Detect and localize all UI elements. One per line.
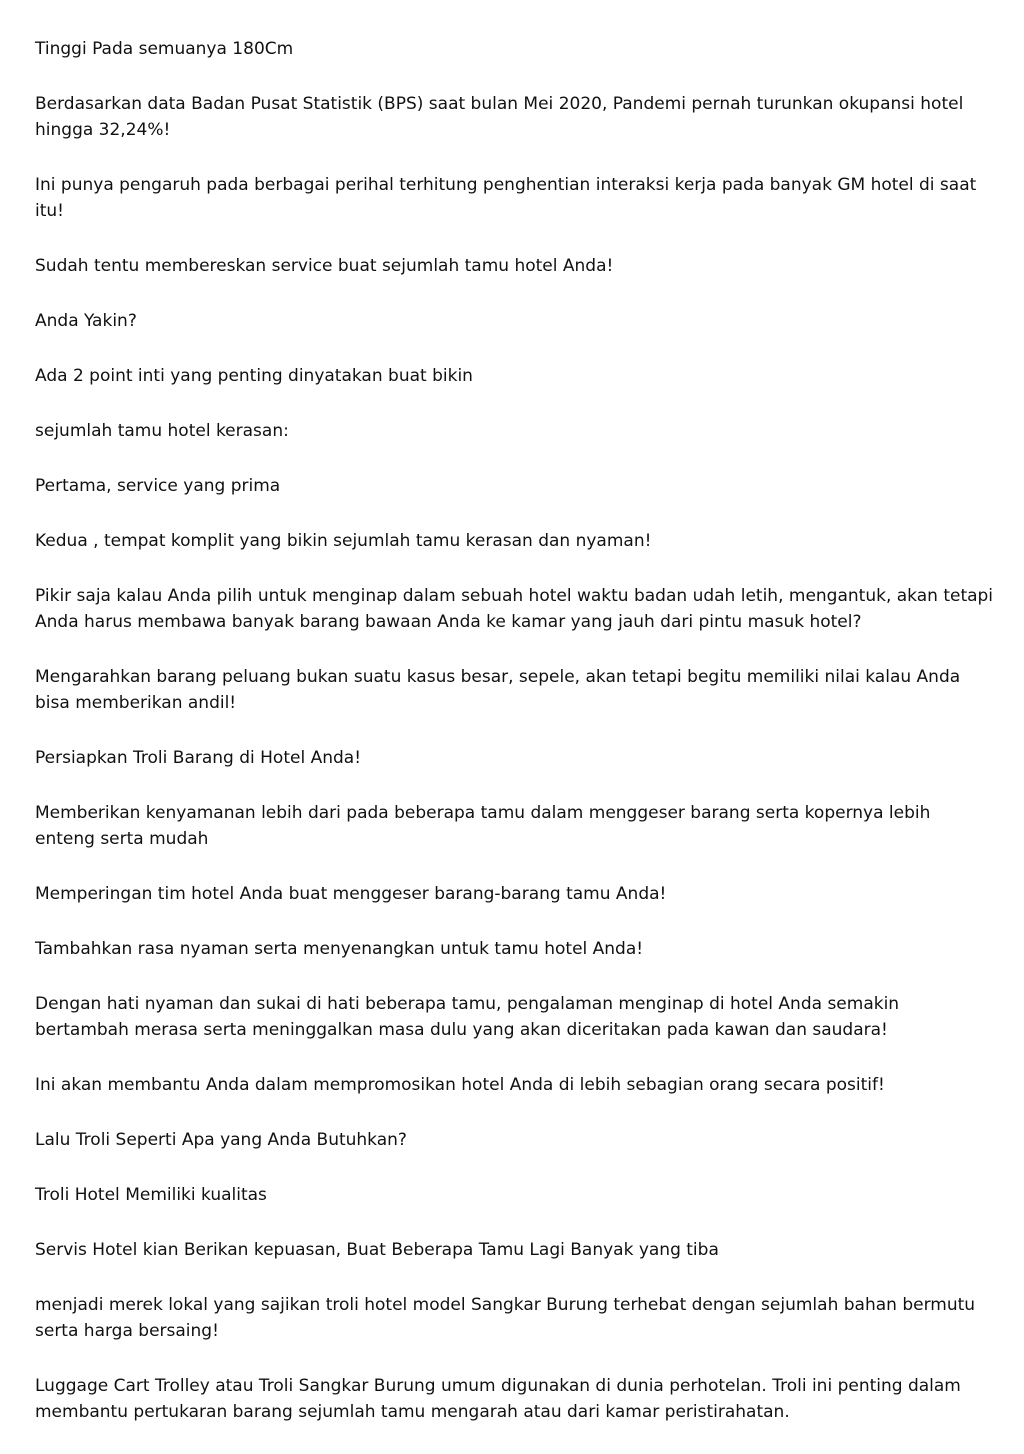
paragraph-impact: Ini punya pengaruh pada berbagai perihal terhitung penghentian interaksi kerja pada banyak GM hotel di saat itu! xyxy=(35,175,977,221)
paragraph-team: Memperingan tim hotel Anda buat menggeser barang-barang tamu Anda! xyxy=(35,884,667,904)
paragraph-prepare-trolley: Persiapkan Troli Barang di Hotel Anda! xyxy=(35,748,362,768)
paragraph-height-note: Tinggi Pada semuanya 180Cm xyxy=(35,39,294,59)
paragraph-pleasant: Tambahkan rasa nyaman serta menyenangkan untuk tamu hotel Anda! xyxy=(35,939,644,959)
paragraph-question: Anda Yakin? xyxy=(35,311,137,331)
paragraph-quality: Troli Hotel Memiliki kualitas xyxy=(35,1185,267,1205)
paragraph-comfort: Memberikan kenyamanan lebih dari pada beberapa tamu dalam menggeser barang serta kopernya lebih enteng serta mudah xyxy=(35,803,931,849)
paragraph-promotion: Ini akan membantu Anda dalam mempromosikan hotel Anda di lebih sebagian orang secara positif! xyxy=(35,1075,885,1095)
paragraph-bps-data: Berdasarkan data Badan Pusat Statistik (BPS) saat bulan Mei 2020, Pandemi pernah turunkan okupansi hotel hingga 32,24%! xyxy=(35,94,964,140)
paragraph-guests: sejumlah tamu hotel kerasan: xyxy=(35,421,289,441)
paragraph-experience: Dengan hati nyaman dan sukai di hati beberapa tamu, pengalaman menginap di hotel Anda semakin bertambah merasa serta meninggalkan masa dulu yang akan diceritakan pada kawan dan saudara! xyxy=(35,994,900,1040)
paragraph-two-points: Ada 2 point inti yang penting dinyatakan buat bikin xyxy=(35,366,473,386)
paragraph-second-point: Kedua , tempat komplit yang bikin sejumlah tamu kerasan dan nyaman! xyxy=(35,531,652,551)
paragraph-scenario: Pikir saja kalau Anda pilih untuk menginap dalam sebuah hotel waktu badan udah letih, mengantuk, akan tetapi Anda harus membawa banyak barang bawaan Anda ke kamar yang jauh dari pintu masuk hotel? xyxy=(35,586,994,632)
document-body xyxy=(35,36,995,1454)
paragraph-first-point: Pertama, service yang prima xyxy=(35,476,281,496)
paragraph-service: Sudah tentu membereskan service buat sejumlah tamu hotel Anda! xyxy=(35,256,614,276)
paragraph-luggage-cart: Luggage Cart Trolley atau Troli Sangkar Burung umum digunakan di dunia perhotelan. Troli ini penting dalam membantu pertukaran barang sejumlah tamu mengarah atau dari kamar peristirahatan. xyxy=(35,1376,961,1422)
paragraph-satisfaction: Servis Hotel kian Berikan kepuasan, Buat Beberapa Tamu Lagi Banyak yang tiba xyxy=(35,1240,719,1260)
paragraph-which-trolley: Lalu Troli Seperti Apa yang Anda Butuhkan? xyxy=(35,1130,407,1150)
paragraph-local-brand: menjadi merek lokal yang sajikan troli hotel model Sangkar Burung terhebat dengan sejumlah bahan bermutu serta harga bersaing! xyxy=(35,1295,976,1341)
paragraph-directing-goods: Mengarahkan barang peluang bukan suatu kasus besar, sepele, akan tetapi begitu memiliki nilai kalau Anda bisa memberikan andil! xyxy=(35,667,961,713)
